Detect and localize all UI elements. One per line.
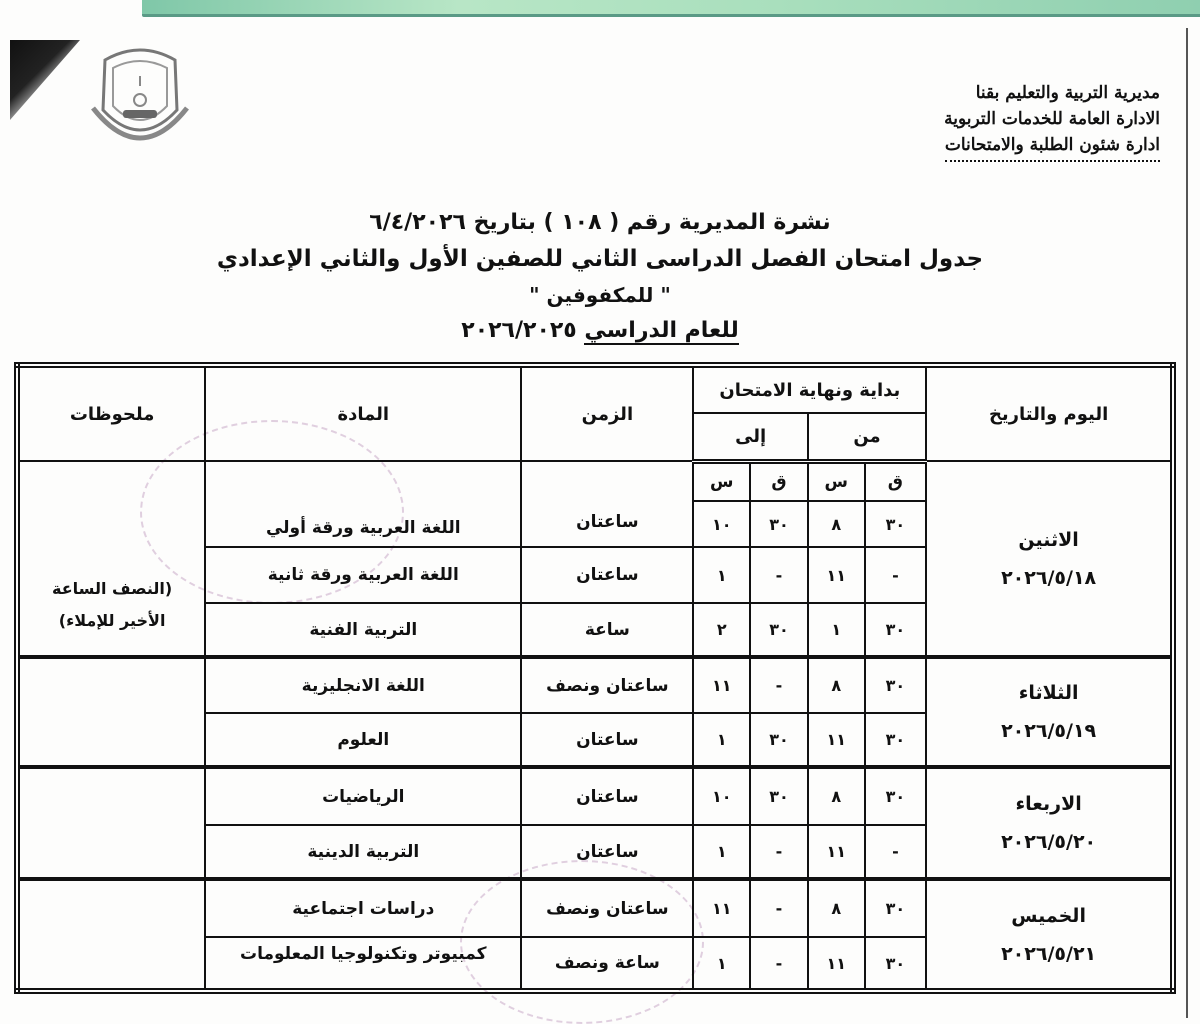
subject-cell: التربية الفنية xyxy=(205,603,521,657)
duration-cell: ساعتان xyxy=(521,461,693,547)
day-cell-wednesday xyxy=(926,767,1173,879)
subheader-minute: ق xyxy=(750,461,808,501)
subheader-hour: س xyxy=(808,461,865,501)
to-minute: - xyxy=(750,825,808,879)
notes-cell-thursday xyxy=(17,879,205,991)
to-hour: ١٠ xyxy=(693,767,750,825)
from-minute: ٣٠ xyxy=(865,657,927,713)
notes-cell-wednesday xyxy=(17,767,205,879)
day-cell-monday xyxy=(926,461,1173,657)
to-hour: ١١ xyxy=(693,657,750,713)
page-edge-line xyxy=(1186,28,1188,1018)
subject-cell: اللغة الانجليزية xyxy=(205,657,521,713)
exam-schedule-table xyxy=(14,362,1176,994)
table-row xyxy=(17,657,1173,713)
target-group-title: " للمكفوفين " xyxy=(529,283,671,307)
directorate-header xyxy=(780,80,1160,162)
header-day-date: اليوم والتاريخ xyxy=(926,365,1173,461)
header-from: من xyxy=(808,413,926,461)
from-hour: ١ xyxy=(808,603,865,657)
day-name: الثلاثاء xyxy=(1018,682,1079,704)
from-minute: - xyxy=(865,547,927,603)
duration-cell: ساعة xyxy=(521,603,693,657)
to-hour: ٢ xyxy=(693,603,750,657)
header-duration: الزمن xyxy=(521,365,693,461)
from-hour: ٨ xyxy=(808,501,865,547)
header-to: إلى xyxy=(693,413,807,461)
day-date: ٢٠٢٦/٥/١٩ xyxy=(1001,720,1097,742)
duration-cell: ساعتان xyxy=(521,767,693,825)
duration-cell: ساعتان xyxy=(521,547,693,603)
day-date: ٢٠٢٦/٥/١٨ xyxy=(1001,566,1097,589)
notes-line: الأخير للإملاء) xyxy=(58,611,166,630)
to-minute: - xyxy=(750,879,808,937)
subject-cell: اللغة العربية ورقة ثانية xyxy=(205,547,521,603)
to-minute: ٣٠ xyxy=(750,501,808,547)
day-name: الخميس xyxy=(1011,904,1086,927)
from-hour: ١١ xyxy=(808,825,865,879)
from-hour: ٨ xyxy=(808,767,865,825)
notes-cell-tuesday xyxy=(17,657,205,767)
bulletin-title: نشرة المديرية رقم ( ١٠٨ ) بتاريخ ٦/٤/٢٠٢٦ xyxy=(369,210,831,235)
subheader-minute: ق xyxy=(865,461,927,501)
to-minute: ٣٠ xyxy=(750,767,808,825)
header-notes: ملحوظات xyxy=(17,365,205,461)
from-hour: ١١ xyxy=(808,547,865,603)
to-minute: - xyxy=(750,657,808,713)
to-minute: - xyxy=(750,937,808,991)
notes-cell-monday xyxy=(17,461,205,657)
from-minute: - xyxy=(865,825,927,879)
directorate-emblem-logo xyxy=(85,38,195,158)
day-cell-thursday xyxy=(926,879,1173,991)
table-row xyxy=(17,767,1173,825)
to-hour: ١ xyxy=(693,713,750,767)
subject-cell: دراسات اجتماعية xyxy=(205,879,521,937)
top-colored-strip xyxy=(142,0,1200,17)
from-hour: ٨ xyxy=(808,879,865,937)
to-hour: ١ xyxy=(693,825,750,879)
subject-cell: التربية الدينية xyxy=(205,825,521,879)
header-line-3: ادارة شئون الطلبة والامتحانات xyxy=(945,132,1160,162)
from-minute: ٣٠ xyxy=(865,879,927,937)
duration-cell: ساعتان xyxy=(521,825,693,879)
from-minute: ٣٠ xyxy=(865,501,927,547)
to-minute: ٣٠ xyxy=(750,603,808,657)
header-subject: المادة xyxy=(205,365,521,461)
from-minute: ٣٠ xyxy=(865,937,927,991)
subject-cell: الرياضيات xyxy=(205,767,521,825)
academic-year-title xyxy=(200,313,1000,349)
day-name: الاربعاء xyxy=(1015,793,1082,815)
subject-cell: كمبيوتر وتكنولوجيا المعلومات xyxy=(205,937,521,991)
to-hour: ١ xyxy=(693,937,750,991)
from-minute: ٣٠ xyxy=(865,713,927,767)
duration-cell: ساعتان ونصف xyxy=(521,879,693,937)
subject-cell: العلوم xyxy=(205,713,521,767)
academic-year-prefix: للعام الدراسي xyxy=(584,318,739,343)
header-start-end: بداية ونهاية الامتحان xyxy=(693,365,926,413)
scan-corner-artifact xyxy=(10,40,80,120)
to-hour: ١٠ xyxy=(693,501,750,547)
header-line-2: الادارة العامة للخدمات التربوية xyxy=(944,109,1160,129)
schedule-title: جدول امتحان الفصل الدراسى الثاني للصفين الأول والثاني الإعدادي xyxy=(216,246,984,272)
document-titles xyxy=(200,205,1000,349)
day-date: ٢٠٢٦/٥/٢٠ xyxy=(1001,831,1097,853)
to-minute: - xyxy=(750,547,808,603)
from-minute: ٣٠ xyxy=(865,603,927,657)
duration-cell: ساعتان ونصف xyxy=(521,657,693,713)
from-hour: ١١ xyxy=(808,713,865,767)
subheader-hour: س xyxy=(693,461,750,501)
to-hour: ١ xyxy=(693,547,750,603)
subject-cell: اللغة العربية ورقة أولي xyxy=(205,461,521,547)
day-date: ٢٠٢٦/٥/٢١ xyxy=(1001,942,1097,965)
academic-year-value: ٢٠٢٦/٢٠٢٥ xyxy=(461,318,577,343)
notes-line: (النصف الساعة xyxy=(52,579,173,598)
duration-cell: ساعتان xyxy=(521,713,693,767)
day-name: الاثنين xyxy=(1018,528,1079,551)
day-cell-tuesday xyxy=(926,657,1173,767)
to-minute: ٣٠ xyxy=(750,713,808,767)
table-row xyxy=(17,879,1173,937)
header-line-1: مديرية التربية والتعليم بقنا xyxy=(975,83,1160,103)
from-hour: ٨ xyxy=(808,657,865,713)
duration-cell: ساعة ونصف xyxy=(521,937,693,991)
to-hour: ١١ xyxy=(693,879,750,937)
from-minute: ٣٠ xyxy=(865,767,927,825)
from-hour: ١١ xyxy=(808,937,865,991)
